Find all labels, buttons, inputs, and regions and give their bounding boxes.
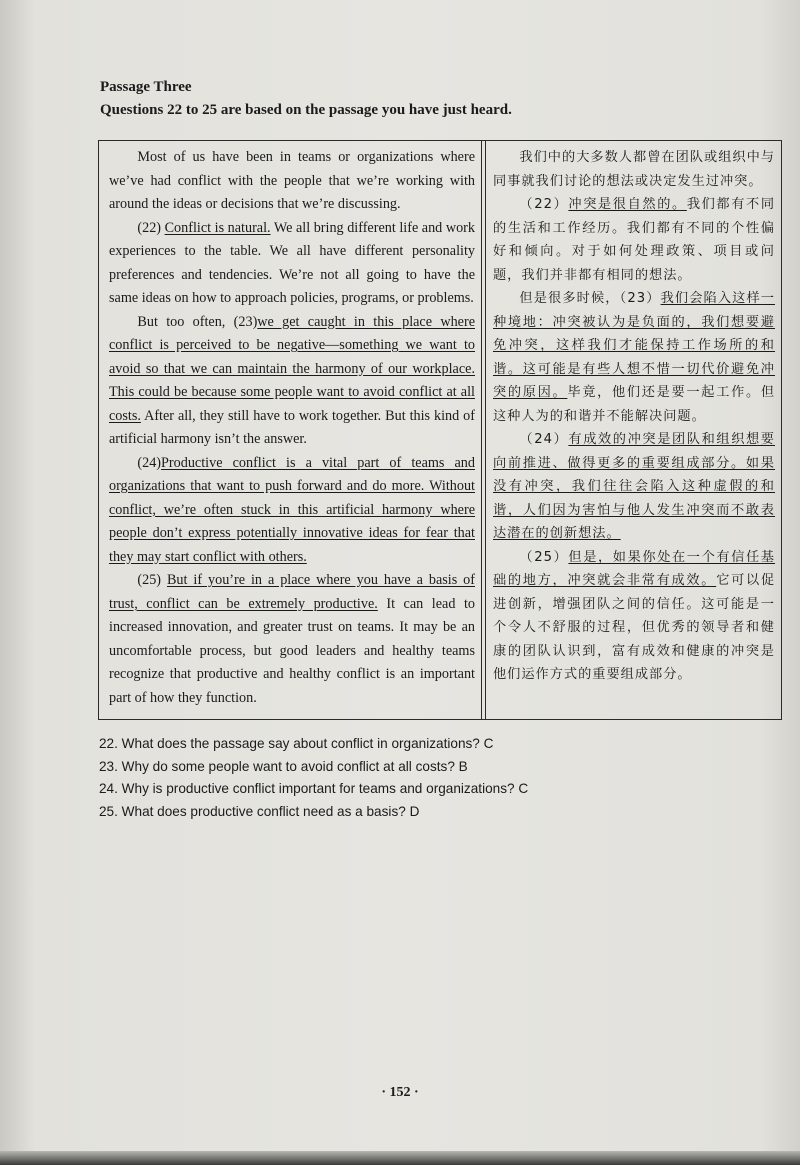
question-marker-22: （22）	[519, 197, 569, 212]
english-paragraph-3	[109, 311, 475, 452]
english-text: After all, they still have to work together. But this kind of artificial harmony isn’t the answer.	[109, 407, 475, 447]
chinese-text: 我们都有不同的生活和工作经历。我们都有不同的个性偏好和倾向。对于如何处理政策、项目或问题，我们并非都有相同的想法。	[493, 197, 776, 283]
column-divider-inner	[485, 141, 486, 719]
answer-line-25: 25. What does productive conflict need as a basis? D	[99, 803, 420, 819]
english-paragraph-5	[109, 569, 475, 710]
answer-line-24: 24. Why is productive conflict important for teams and organizations? C	[99, 781, 529, 796]
answer-key	[99, 733, 659, 823]
section-title: Passage Three	[100, 79, 192, 95]
chinese-paragraph-3	[493, 287, 775, 428]
english-paragraph-4	[109, 452, 475, 570]
answer-underline-24: Productive conflict is a vital part of teams and organizations that want to push forward and do more. Without conflict, we’re often stuck in this artificial harmony where people don’t express potentially innovative ideas for fear that they may start conflict with others.	[109, 454, 475, 565]
chinese-translation	[493, 146, 775, 687]
question-marker-24: (24)	[137, 454, 162, 471]
question-marker-25: （25）	[519, 549, 569, 565]
chinese-paragraph-1: 我们中的大多数人都曾在团队或组织中与同事就我们讨论的想法或决定发生过冲突。	[493, 150, 775, 189]
chinese-text: 毕竟，他们还是要一起工作。但这种人为的和谐并不能解决问题。	[493, 385, 776, 424]
english-text: But too often, (23)	[137, 313, 258, 330]
chinese-paragraph-4	[493, 428, 775, 546]
english-text: It can lead to increased innovation, and greater trust on teams. It may be an uncomfortable process, but good leaders and healthy teams recognize that productive and healthy conflict is an important part of how they function.	[109, 595, 475, 706]
answer-underline-23: 我们会陷入这样一种境地：冲突被认为是负面的，我们想要避免冲突，这样我们才能保持工作场所的和谐。这可能是有些人想不惜一切代价避免冲突的原因。	[493, 291, 775, 400]
chinese-text: 但是很多时候，（23）	[519, 291, 661, 306]
page-bottom-edge	[0, 1151, 800, 1165]
chinese-paragraph-5	[493, 546, 775, 687]
question-marker-22: (22)	[137, 219, 165, 236]
question-marker-24: （24）	[519, 432, 569, 447]
chinese-paragraph-2	[493, 193, 775, 287]
english-transcript	[109, 146, 475, 710]
english-paragraph-2	[109, 217, 475, 311]
answer-underline-22: 冲突是很自然的。	[568, 197, 687, 212]
answer-underline-25: 但是，如果你处在一个有信任基础的地方，冲突就会非常有成效。	[493, 549, 775, 588]
english-text: We all bring different life and work experiences to the table. We all have different personality preferences and tendencies. We’re not all going to have the same ideas on how to approach policies, programs, or problems.	[109, 219, 475, 306]
english-paragraph-1: Most of us have been in teams or organizations where we’ve had conflict with the people that we’re working with around the ideas or decisions that we’re discussing.	[109, 149, 475, 212]
answer-line-22: 22. What does the passage say about conflict in organizations? C	[99, 736, 494, 751]
chinese-text: 它可以促进创新，增强团队之间的信任。这可能是一个令人不舒服的过程，但优秀的领导者和健康的团队认识到，富有成效和健康的冲突是他们运作方式的重要组成部分。	[493, 573, 776, 682]
answer-underline-23: we get caught in this place where conflict is perceived to be negative—something we want to avoid so that we can maintain the harmony of our workplace. This could be because some people want to avoid conflict at all costs.	[109, 313, 475, 424]
answer-underline-25: But if you’re in a place where you have a basis of trust, conflict can be extremely productive.	[109, 572, 475, 612]
transcript-table	[98, 140, 782, 720]
column-divider	[481, 141, 482, 719]
answer-underline-24: 有成效的冲突是团队和组织想要向前推进、做得更多的重要组成部分。如果没有冲突，我们往往会陷入这种虚假的和谐，人们因为害怕与他人发生冲突而不敢表达潜在的创新想法。	[493, 432, 775, 541]
question-instruction: Questions 22 to 25 are based on the passage you have just heard.	[100, 102, 512, 118]
answer-line-23: 23. Why do some people want to avoid conflict at all costs? B	[99, 758, 468, 774]
answer-underline-22: Conflict is natural.	[164, 219, 271, 236]
page-number: · 152 ·	[381, 1085, 419, 1100]
question-marker-25: (25)	[137, 572, 167, 588]
